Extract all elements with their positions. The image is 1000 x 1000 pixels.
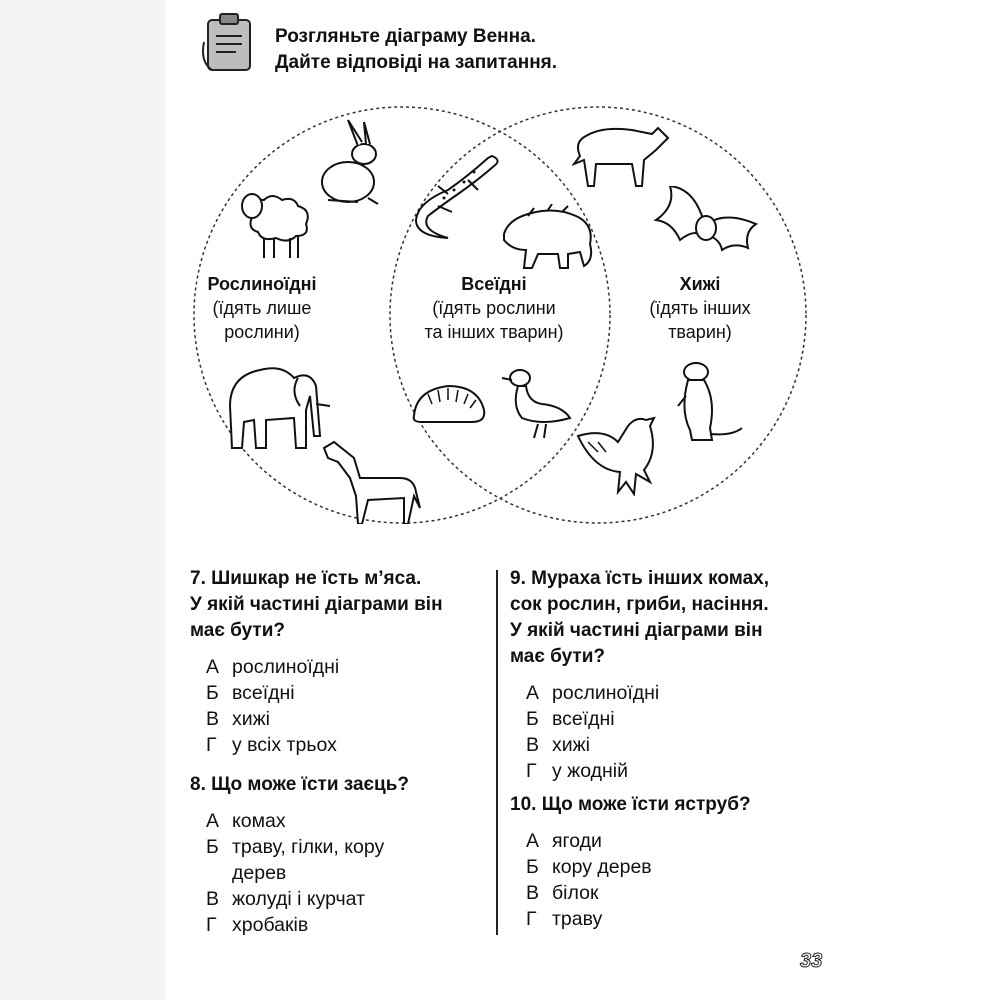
question-9-line-3: У якій частині діаграми він xyxy=(510,620,763,641)
option-text: ягоди xyxy=(552,830,602,852)
option-text: у жодній xyxy=(552,760,629,782)
option-text: рослиноїдні xyxy=(232,656,340,678)
question-7-stem xyxy=(190,566,480,644)
option-text: білок xyxy=(552,882,599,904)
venn-label-herbivores xyxy=(186,272,338,344)
hare-icon xyxy=(318,118,384,210)
question-9 xyxy=(510,566,798,784)
instructions-line-2: Дайте відповіді на запитання. xyxy=(275,52,558,73)
question-9-stem xyxy=(510,566,798,670)
option-letter: В xyxy=(206,888,220,910)
question-10-line-1 xyxy=(510,792,798,818)
question-8-stem xyxy=(190,772,480,798)
option-10-a[interactable] xyxy=(526,828,798,854)
hedgehog-icon xyxy=(408,380,488,428)
option-letter: Г xyxy=(526,908,537,930)
option-text: у всіх трьох xyxy=(232,734,337,756)
option-9-a[interactable] xyxy=(526,680,798,706)
question-9-line-2: сок рослин, гриби, насіння. xyxy=(510,594,769,615)
question-10 xyxy=(510,792,798,932)
option-letter: А xyxy=(206,810,220,832)
option-letter: Б xyxy=(526,856,539,878)
page-number: 33 xyxy=(800,950,823,972)
page-gutter xyxy=(0,0,165,1000)
omnivores-desc-1: (їдять рослини xyxy=(432,298,556,318)
herbivores-desc-2: рослини) xyxy=(224,322,300,342)
notepad-icon xyxy=(200,12,256,74)
option-7-a[interactable] xyxy=(206,654,480,680)
question-9-number: 9. xyxy=(510,568,526,589)
question-8 xyxy=(190,772,480,938)
option-letter: Б xyxy=(206,682,219,704)
instructions xyxy=(275,24,557,76)
option-8-a[interactable] xyxy=(206,808,480,834)
question-7 xyxy=(190,566,480,758)
option-8-c[interactable] xyxy=(206,886,480,912)
elephant-icon xyxy=(220,356,330,452)
herbivores-title: Рослиноїдні xyxy=(207,274,317,294)
question-7-line-1 xyxy=(190,566,480,592)
question-7-line-3: має бути? xyxy=(190,620,286,641)
question-9-line-4: має бути? xyxy=(510,646,606,667)
option-9-b[interactable] xyxy=(526,706,798,732)
omnivores-title: Всеїдні xyxy=(461,274,527,294)
option-text: траву xyxy=(552,908,603,930)
option-text: хижі xyxy=(232,708,271,730)
question-8-line-1 xyxy=(190,772,480,798)
question-9-text-1: Мураха їсть інших комах, xyxy=(531,568,769,589)
venn-label-omnivores xyxy=(406,272,582,344)
option-letter: Г xyxy=(526,760,537,782)
option-letter: Б xyxy=(526,708,539,730)
question-7-number: 7. xyxy=(190,568,206,589)
option-text-line-1: траву, гілки, кору xyxy=(232,836,385,858)
lizard-icon xyxy=(408,150,502,242)
option-7-d[interactable] xyxy=(206,732,480,758)
option-letter: В xyxy=(526,882,540,904)
omnivores-desc-2: та інших тварин) xyxy=(424,322,564,342)
option-10-d[interactable] xyxy=(526,906,798,932)
option-8-d[interactable] xyxy=(206,912,480,938)
option-text: комах xyxy=(232,810,286,832)
question-8-text-1: Що може їсти заєць? xyxy=(211,774,410,795)
meerkat-icon xyxy=(672,360,744,444)
option-letter: В xyxy=(526,734,540,756)
question-7-line-2: У якій частині діаграми він xyxy=(190,594,443,615)
option-letter: В xyxy=(206,708,220,730)
option-text-line-2: дерев xyxy=(232,862,287,884)
option-9-d[interactable] xyxy=(526,758,798,784)
option-10-c[interactable] xyxy=(526,880,798,906)
option-text: всеїдні xyxy=(232,682,295,704)
option-letter: Г xyxy=(206,914,217,936)
option-text: жолуді і курчат xyxy=(232,888,366,910)
instructions-line-1: Розгляньте діаграму Венна. xyxy=(275,26,536,47)
herbivores-desc-1: (їдять лише xyxy=(212,298,312,318)
option-text: рослиноїдні xyxy=(552,682,660,704)
carnivores-desc-1: (їдять інших xyxy=(649,298,751,318)
carnivores-title: Хижі xyxy=(679,274,721,294)
column-divider xyxy=(496,570,498,935)
option-text xyxy=(232,834,384,886)
duck-icon xyxy=(498,366,578,442)
question-10-text-1: Що може їсти яструб? xyxy=(541,794,751,815)
wolf-icon xyxy=(572,120,672,190)
horse-icon xyxy=(320,438,424,524)
boar-icon xyxy=(498,204,598,270)
option-text: хижі xyxy=(552,734,591,756)
question-7-text-1: Шишкар не їсть м’яса. xyxy=(211,568,422,589)
option-10-b[interactable] xyxy=(526,854,798,880)
option-text: всеїдні xyxy=(552,708,615,730)
sheep-icon xyxy=(236,188,316,260)
bat-icon xyxy=(652,186,760,256)
option-letter: А xyxy=(206,656,220,678)
option-8-b[interactable] xyxy=(206,834,480,886)
question-9-line-1 xyxy=(510,566,798,592)
question-10-stem xyxy=(510,792,798,818)
question-8-number: 8. xyxy=(190,774,206,795)
eagle-icon xyxy=(574,412,666,496)
option-9-c[interactable] xyxy=(526,732,798,758)
option-7-c[interactable] xyxy=(206,706,480,732)
option-letter: А xyxy=(526,682,540,704)
carnivores-desc-2: тварин) xyxy=(668,322,732,342)
option-text: хробаків xyxy=(232,914,309,936)
option-letter: Б xyxy=(206,836,219,858)
venn-label-carnivores xyxy=(630,272,770,344)
question-10-number: 10. xyxy=(510,794,537,815)
option-text: кору дерев xyxy=(552,856,652,878)
option-letter: Г xyxy=(206,734,217,756)
option-7-b[interactable] xyxy=(206,680,480,706)
option-letter: А xyxy=(526,830,540,852)
